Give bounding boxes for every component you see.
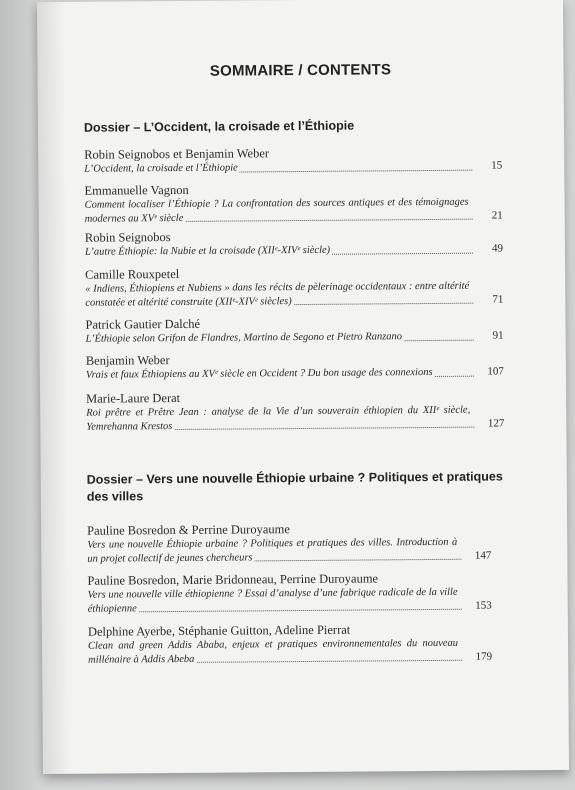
entry-author: Pauline Bosredon, Marie Bridonneau, Perrine Duroyaume	[87, 571, 379, 588]
toc-entry[interactable]	[88, 622, 492, 667]
entry-title-line	[85, 195, 503, 225]
entry-author: Benjamin Weber	[85, 353, 170, 368]
entry-page-number: 49	[491, 242, 503, 255]
page-title: SOMMAIRE / CONTENTS	[209, 61, 392, 80]
entry-title: Clean and green Addis Ababa, enjeux et pratiques environnementales du nouveau millénaire à Addis Abeba	[87, 637, 459, 666]
toc-entry[interactable]	[87, 521, 491, 566]
entry-title: L’autre Éthiopie: la Nubie et la croisade (XIIᵉ-XIVᵉ siècle)	[84, 244, 331, 258]
entry-author: Robin Seignobos et Benjamin Weber	[84, 146, 270, 162]
entry-page-number: 91	[492, 329, 504, 342]
entry-title: L’Occident, la croisade et l’Éthiopie	[84, 162, 238, 175]
toc-entry[interactable]	[87, 571, 491, 616]
entry-title-line	[86, 365, 504, 382]
entry-page-number: 21	[491, 208, 503, 222]
entry-author: Robin Seignobos	[84, 230, 171, 245]
entry-title-line	[85, 242, 503, 259]
entry-author: Camille Rouxpetel	[85, 266, 180, 282]
entry-title-line	[85, 279, 503, 309]
entry-title-line	[86, 329, 504, 346]
entry-page-number: 179	[475, 650, 493, 663]
entry-author: Delphine Ayerbe, Stéphanie Guitton, Adeline Pierrat	[87, 622, 351, 639]
entry-page-number: 15	[491, 159, 503, 172]
entry-author: Marie-Laure Derat	[86, 390, 181, 406]
toc-entry[interactable]	[86, 388, 504, 433]
entry-title: Vers une nouvelle Éthiopie urbaine ? Politiques et pratiques des villes. Introduction à un projet collectif de jeunes chercheurs	[87, 536, 458, 565]
entry-title-line	[88, 637, 492, 667]
toc-entry[interactable]	[85, 227, 503, 259]
toc-entry[interactable]	[84, 180, 502, 225]
entry-title: Comment localiser l’Éthiopie ? La confrontation des sources antiques et des témoignages modernes au XVᵉ siècle	[84, 196, 469, 225]
entry-author: Emmanuelle Vagnon	[84, 182, 189, 198]
entry-page-number: 71	[492, 292, 504, 306]
entry-title-line	[86, 403, 504, 433]
entry-page-number: 147	[474, 549, 492, 562]
entry-title-line	[87, 536, 491, 566]
book-page	[37, 0, 569, 774]
entry-title: Vers une nouvelle ville éthiopienne ? Essai d’analyse d’une fabrique radicale de la ville éthiopienne	[87, 586, 458, 615]
toc-entry[interactable]	[84, 144, 502, 176]
section-heading-urbaine: Dossier – Vers une nouvelle Éthiopie urbaine ? Politiques et pratiques des villes	[86, 469, 503, 504]
entry-title-line	[88, 586, 492, 616]
toc-entry[interactable]	[85, 314, 503, 346]
entry-title: L’Éthiopie selon Grifon de Flandres, Martino de Segono et Pietro Ranzano	[85, 331, 403, 345]
section-heading-occident: Dossier – L’Occident, la croisade et l’Éthiopie	[83, 118, 355, 135]
entry-title-line	[84, 159, 502, 176]
entry-page-number: 153	[475, 599, 492, 612]
toc-entry[interactable]	[86, 350, 504, 382]
toc-entry[interactable]	[85, 264, 503, 309]
entry-page-number: 127	[487, 416, 505, 430]
entry-title: « Indiens, Éthiopiens et Nubiens » dans les récits de pèlerinage occidentaux : entre altérité constatée et altérité construite (XIIᵉ-XIVᵉ siècles)	[85, 280, 470, 309]
entry-author: Pauline Bosredon & Perrine Duroyaume	[87, 522, 290, 538]
entry-title: Roi prêtre et Prêtre Jean : analyse de la Vie d’un souverain éthiopien du XIIᵉ siècle, Yemrehanna Krestos	[86, 404, 471, 433]
entry-author: Patrick Gautier Dalché	[85, 316, 201, 332]
entry-title: Vrais et faux Éthiopiens au XVᵉ siècle en Occident ? Du bon usage des connexions	[85, 366, 433, 381]
entry-page-number: 107	[487, 365, 504, 378]
